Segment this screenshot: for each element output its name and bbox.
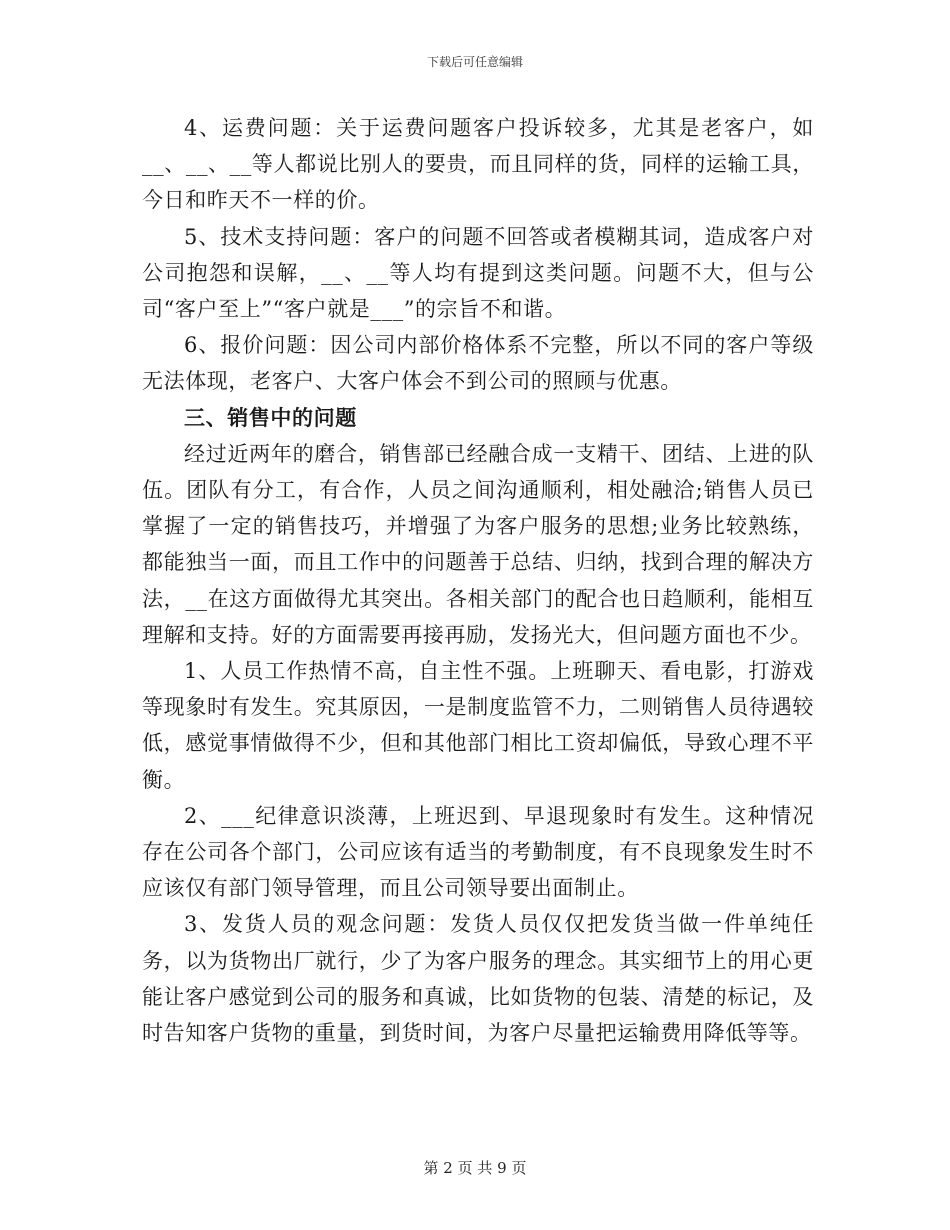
paragraph-low-enthusiasm: 1、人员工作热情不高，自主性不强。上班聊天、看电影，打游戏等现象时有发生。究其原因，一是制度监管不力，二则销售人员待遇较低，感觉事情做得不少，但和其他部门相比工资却偏低，导致心理不平衡。 [142,659,814,792]
paragraph-freight-issue: 4、运费问题：关于运费问题客户投诉较多，尤其是老客户，如__、__、__等人都说比别人的要贵，而且同样的货，同样的运输工具，今日和昨天不一样的价。 [142,116,814,213]
document-body [142,110,814,1051]
paragraph-team-overview: 经过近两年的磨合，销售部已经融合成一支精干、团结、上进的队伍。团队有分工，有合作，人员之间沟通顺利，相处融洽;销售人员已掌握了一定的销售技巧，并增强了为客户服务的思想;业务比较熟练，都能独当一面，而且工作中的问题善于总结、归纳，找到合理的解决方法，__在这方面做得尤其突出。各相关部门的配合也日趋顺利，能相互理解和支持。好的方面需要再接再励，发扬光大，但问题方面也不少。 [142,441,814,647]
page-footer: 第 2 页 共 9 页 [423,1159,527,1177]
page-header: 下载后可任意编辑 [426,55,523,69]
paragraph-discipline: 2、___纪律意识淡薄，上班迟到、早退现象时有发生。这种情况存在公司各个部门，公司应该有适当的考勤制度，有不良现象发生时不应该仅有部门领导管理，而且公司领导要出面制止。 [142,803,814,901]
section-heading: 三、销售中的问题 [184,405,357,430]
paragraph-shipping-attitude: 3、发货人员的观念问题：发货人员仅仅把发货当做一件单纯任务，以为货物出厂就行，少了为客户服务的理念。其实细节上的用心更能让客户感觉到公司的服务和真诚，比如货物的包装、清楚的标记，及时告知客户货物的重量，到货时间，为客户尽量把运输费用降低等等。 [142,912,814,1046]
paragraph-quotation-issue: 6、报价问题：因公司内部价格体系不完整，所以不同的客户等级无法体现，老客户、大客户体会不到公司的照顾与优惠。 [142,333,814,394]
paragraph-tech-support-issue: 5、技术支持问题：客户的问题不回答或者模糊其词，造成客户对公司抱怨和误解，__、__等人均有提到这类问题。问题不大，但与公司“客户至上”“客户就是___”的宗旨不和谐。 [142,224,814,322]
